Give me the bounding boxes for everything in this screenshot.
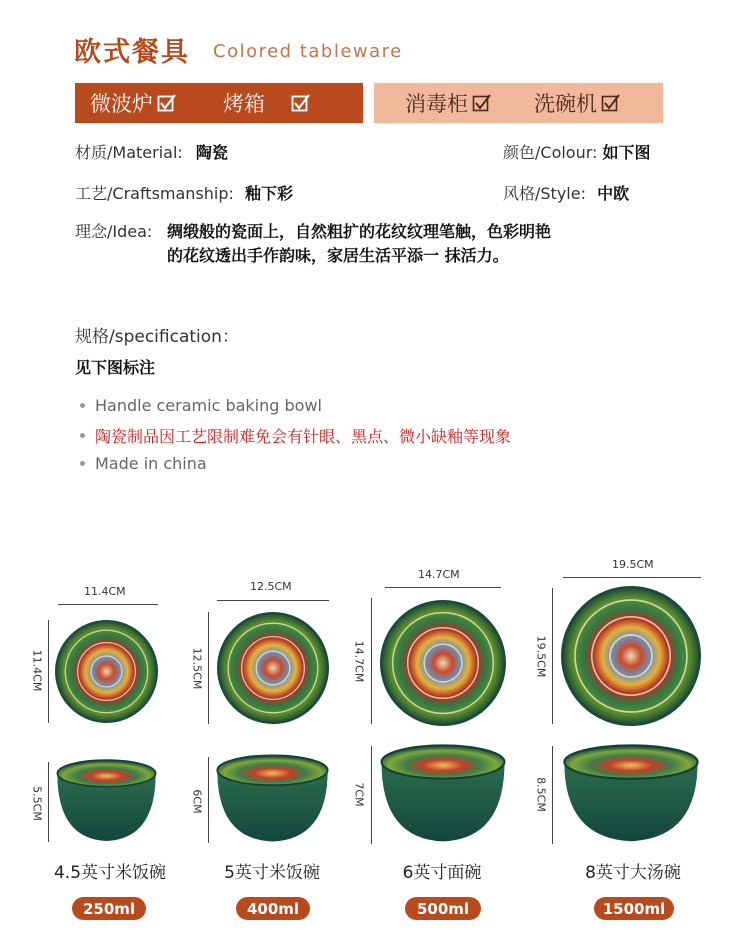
diameter-dimension-line bbox=[371, 598, 372, 724]
usage-item-dishwasher bbox=[534, 88, 619, 118]
bowl-top-view-image bbox=[217, 612, 329, 724]
height-dimension-line bbox=[208, 757, 209, 843]
product-name: 5英寸米饭碗 bbox=[224, 863, 320, 883]
width-label: 19.5CM bbox=[612, 558, 654, 571]
bullet-dot-icon bbox=[80, 461, 85, 466]
height-dimension-line bbox=[552, 746, 553, 844]
note-text: 陶瓷制品因工艺限制难免会有针眼、黑点、微小缺釉等现象 bbox=[95, 427, 512, 446]
idea-line: 的花纹透出手作韵味，家居生活平添一 抹活力。 bbox=[167, 246, 509, 265]
note-item-warning bbox=[80, 424, 511, 447]
width-label: 11.4CM bbox=[84, 585, 126, 598]
product-name: 4.5英寸米饭碗 bbox=[53, 863, 167, 883]
note-item bbox=[80, 454, 207, 473]
style-value: 中欧 bbox=[597, 184, 630, 203]
usage-item-sterilizer bbox=[405, 88, 490, 118]
material-row bbox=[75, 140, 228, 163]
diameter-label: 14.7CM bbox=[352, 640, 366, 683]
usage-label: 消毒柜 bbox=[405, 92, 468, 116]
width-dimension-line bbox=[385, 587, 501, 588]
checkbox-checked-icon bbox=[157, 94, 175, 112]
craft-row bbox=[75, 181, 293, 204]
idea-label: 理念/Idea: bbox=[75, 222, 153, 241]
bowl-side-view-image bbox=[378, 744, 508, 844]
height-label: 5.5CM bbox=[30, 786, 44, 821]
capacity-badge: 250ml bbox=[72, 897, 146, 920]
note-item bbox=[80, 396, 322, 415]
not-allowed-usage-banner bbox=[374, 83, 663, 123]
width-label: 12.5CM bbox=[250, 580, 292, 593]
width-dimension-line bbox=[563, 577, 701, 578]
usage-label: 洗碗机 bbox=[534, 92, 597, 116]
product-name: 6英寸面碗 bbox=[402, 863, 482, 883]
bowl-side-view-image bbox=[215, 754, 330, 844]
idea-line: 绸缎般的瓷面上，自然粗扩的花纹纹理笔触，色彩明艳 bbox=[167, 222, 552, 241]
color-row bbox=[503, 140, 651, 163]
width-label: 14.7CM bbox=[418, 568, 460, 581]
specification-label: 规格/specification： bbox=[75, 327, 239, 347]
style-row bbox=[503, 181, 629, 204]
material-label: 材质/Material: bbox=[75, 143, 183, 162]
bowl-top-view-image bbox=[55, 619, 158, 724]
page-subtitle: Colored tableware bbox=[213, 41, 403, 62]
height-dimension-line bbox=[48, 762, 49, 842]
checkbox-crossed-icon bbox=[601, 94, 619, 112]
width-dimension-line bbox=[217, 600, 329, 601]
usage-label: 烤箱 bbox=[223, 92, 265, 116]
height-label: 7CM bbox=[352, 782, 366, 807]
diameter-dimension-line bbox=[208, 612, 209, 724]
craft-label: 工艺/Craftsmanship: bbox=[75, 184, 234, 203]
specification-value bbox=[75, 355, 155, 378]
specification-value-text: 见下图标注 bbox=[75, 358, 156, 377]
diameter-label: 19.5CM bbox=[534, 635, 548, 678]
material-value: 陶瓷 bbox=[195, 143, 228, 162]
bullet-dot-icon bbox=[80, 433, 85, 438]
width-dimension-line bbox=[58, 604, 158, 605]
bowl-side-view-image bbox=[561, 744, 701, 844]
capacity-badge: 400ml bbox=[236, 897, 310, 920]
note-text: Made in china bbox=[95, 454, 207, 473]
usage-label: 微波炉 bbox=[90, 92, 153, 116]
product-name: 8英寸大汤碗 bbox=[585, 863, 681, 883]
capacity-badge: 1500ml bbox=[594, 897, 674, 920]
bowl-top-view-image bbox=[380, 600, 506, 726]
height-dimension-line bbox=[371, 746, 372, 844]
diameter-dimension-line bbox=[552, 588, 553, 724]
allowed-usage-banner bbox=[75, 83, 363, 123]
height-label: 8.5CM bbox=[534, 777, 548, 812]
color-label: 颜色/Colour: bbox=[503, 143, 598, 162]
capacity-badge: 500ml bbox=[405, 897, 481, 920]
color-value: 如下图 bbox=[602, 143, 651, 162]
checkbox-crossed-icon bbox=[472, 94, 490, 112]
diameter-dimension-line bbox=[48, 620, 49, 723]
bowl-top-view-image bbox=[561, 586, 701, 726]
style-label: 风格/Style: bbox=[503, 184, 586, 203]
idea-text bbox=[167, 220, 551, 268]
bullet-dot-icon bbox=[80, 403, 85, 408]
usage-item-microwave bbox=[90, 88, 175, 118]
diameter-label: 12.5CM bbox=[190, 647, 204, 690]
usage-item-oven bbox=[223, 88, 309, 118]
height-label: 6CM bbox=[190, 789, 204, 814]
diameter-label: 11.4CM bbox=[30, 649, 44, 692]
craft-value: 釉下彩 bbox=[245, 184, 294, 203]
checkbox-checked-icon bbox=[291, 94, 309, 112]
page-title: 欧式餐具 bbox=[74, 37, 190, 68]
note-text: Handle ceramic baking bowl bbox=[95, 396, 322, 415]
bowl-side-view-image bbox=[55, 759, 158, 843]
